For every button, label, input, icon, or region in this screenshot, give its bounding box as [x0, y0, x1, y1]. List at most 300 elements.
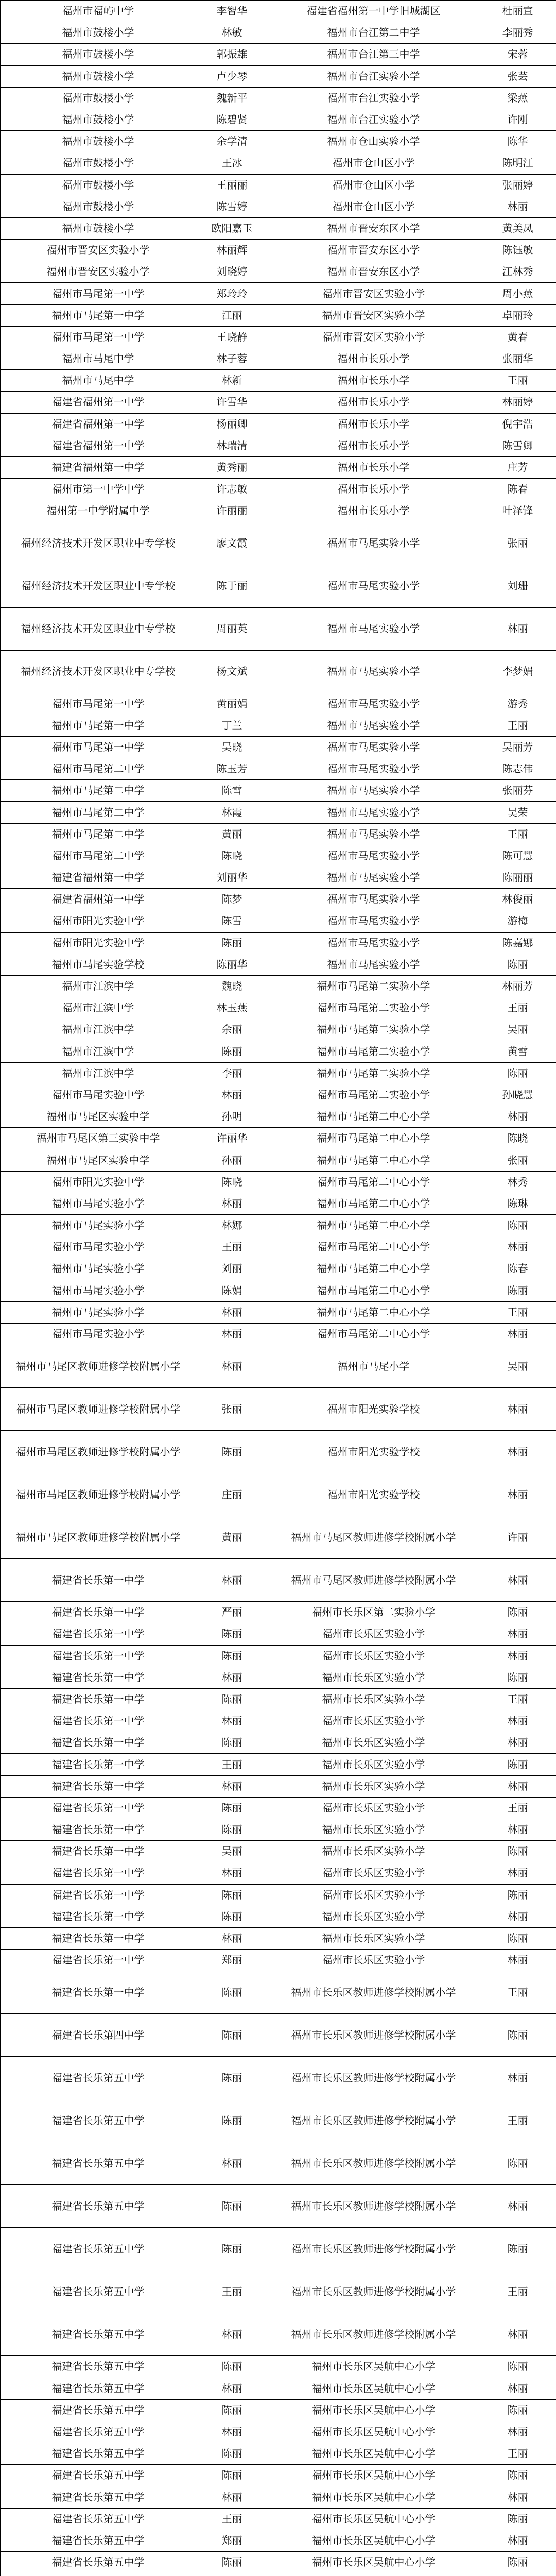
partner-school-name-cell: 福州市长乐区第二实验小学 [268, 1602, 479, 1623]
school-name-cell: 福州市江滨中学 [1, 975, 196, 997]
school-name-cell: 福州市马尾区实验中学 [1, 1106, 196, 1128]
partner-school-name-cell: 福州市马尾实验小学 [268, 650, 479, 693]
school-name-cell: 福州市马尾第二中学 [1, 780, 196, 802]
school-name-cell: 福建省长乐第一中学 [1, 1797, 196, 1819]
teacher-name-cell: 林丽 [196, 1559, 268, 1602]
school-name-cell: 福州市马尾中学 [1, 370, 196, 392]
partner-school-name-cell: 福州市仓山区小学 [268, 152, 479, 174]
school-name-cell: 福州市马尾实验小学 [1, 1301, 196, 1323]
teacher-name-cell: 林丽 [196, 1084, 268, 1106]
partner-school-name-cell: 福州市长乐区吴航中心小学 [268, 2421, 479, 2443]
table-row [1, 44, 556, 65]
table-row [1, 823, 556, 845]
table-row [1, 1950, 556, 1971]
teacher-name-cell: 王丽 [196, 2270, 268, 2313]
teacher-name-cell: 林玉燕 [196, 997, 268, 1019]
partner-teacher-name-cell: 林丽 [479, 2313, 556, 2356]
partner-school-name-cell: 福州市马尾实验小学 [268, 736, 479, 758]
teacher-name-cell: 王丽 [196, 1754, 268, 1775]
partner-teacher-name-cell: 林丽 [479, 1775, 556, 1797]
school-name-cell: 福州市马尾第二中学 [1, 845, 196, 867]
partner-school-name-cell: 福州市长乐区实验小学 [268, 1623, 479, 1645]
partner-school-name-cell: 福州市马尾第二中心小学 [268, 1258, 479, 1280]
table-row [1, 1019, 556, 1041]
partner-school-name-cell: 福州市马尾第二中心小学 [268, 1149, 479, 1171]
partner-school-name-cell: 福州市长乐区实验小学 [268, 1797, 479, 1819]
school-name-cell: 福州经济技术开发区职业中专学校 [1, 522, 196, 565]
partner-school-name-cell: 福州市马尾第二实验小学 [268, 1041, 479, 1062]
table-row [1, 1516, 556, 1559]
partner-school-name-cell: 福州市晋安东区小学 [268, 240, 479, 261]
teacher-name-cell: 林丽 [196, 1193, 268, 1214]
partner-teacher-name-cell: 游秀 [479, 693, 556, 715]
table-row [1, 174, 556, 196]
school-name-cell: 福州市马尾第一中学 [1, 304, 196, 326]
school-name-cell: 福建省福州第一中学 [1, 867, 196, 889]
roster-table-body [1, 1, 556, 2576]
partner-teacher-name-cell: 陈丽 [479, 1062, 556, 1084]
teacher-name-cell: 李丽 [196, 1062, 268, 1084]
partner-teacher-name-cell: 林丽 [479, 1323, 556, 1345]
partner-school-name-cell: 福州市仓山区小学 [268, 174, 479, 196]
partner-school-name-cell: 福州市马尾实验小学 [268, 845, 479, 867]
table-row [1, 1, 556, 22]
table-row [1, 2530, 556, 2551]
school-name-cell: 福建省长乐第五中学 [1, 2270, 196, 2313]
partner-teacher-name-cell: 王丽 [479, 370, 556, 392]
table-row [1, 889, 556, 910]
partner-teacher-name-cell [479, 2573, 556, 2576]
school-name-cell: 福建省长乐第五中学 [1, 2508, 196, 2530]
table-row [1, 392, 556, 413]
teacher-name-cell: 陈碧贤 [196, 109, 268, 130]
school-name-cell: 福州市马尾第一中学 [1, 326, 196, 348]
teacher-name-cell: 欧阳嘉玉 [196, 217, 268, 239]
school-name-cell: 福州市晋安区实验小学 [1, 261, 196, 283]
partner-school-name-cell: 福州市马尾区教师进修学校附属小学 [268, 1516, 479, 1559]
partner-school-name-cell: 福州市马尾实验小学 [268, 715, 479, 736]
partner-teacher-name-cell: 王丽 [479, 2270, 556, 2313]
partner-teacher-name-cell: 林丽 [479, 2378, 556, 2399]
partner-school-name-cell: 福州市马尾第二中心小学 [268, 1280, 479, 1301]
partner-teacher-name-cell: 王丽 [479, 1971, 556, 2014]
school-name-cell: 福州市鼓楼小学 [1, 109, 196, 130]
partner-teacher-name-cell: 许丽 [479, 1516, 556, 1559]
partner-school-name-cell: 福州市马尾第二中心小学 [268, 1301, 479, 1323]
partner-school-name-cell: 福州市马尾第二中心小学 [268, 1193, 479, 1214]
teacher-name-cell: 黄丽 [196, 823, 268, 845]
teacher-name-cell: 林瑞清 [196, 435, 268, 456]
partner-school-name-cell: 福州市马尾第二中心小学 [268, 1215, 479, 1236]
partner-teacher-name-cell: 王丽 [479, 1797, 556, 1819]
table-row [1, 1431, 556, 1473]
partner-teacher-name-cell: 陈丽 [479, 2465, 556, 2486]
partner-teacher-name-cell: 林丽 [479, 2185, 556, 2228]
table-row [1, 1236, 556, 1258]
partner-teacher-name-cell: 陈丽 [479, 1927, 556, 1949]
table-row [1, 152, 556, 174]
teacher-name-cell: 魏新平 [196, 87, 268, 109]
teacher-name-cell: 陈丽华 [196, 954, 268, 975]
partner-teacher-name-cell: 王丽 [479, 2099, 556, 2142]
teacher-name-cell: 孙丽 [196, 1149, 268, 1171]
school-name-cell: 福州市马尾区教师进修学校附属小学 [1, 1431, 196, 1473]
teacher-name-cell: 陈丽 [196, 2014, 268, 2057]
school-name-cell: 福建省长乐第五中学 [1, 2486, 196, 2508]
school-name-cell: 福建省长乐第五中学 [1, 2185, 196, 2228]
partner-school-name-cell: 福州市长乐区实验小学 [268, 1645, 479, 1667]
table-row [1, 2142, 556, 2185]
teacher-name-cell: 刘丽华 [196, 867, 268, 889]
school-name-cell: 福建省长乐第五中学 [1, 2099, 196, 2142]
table-row [1, 2573, 556, 2576]
table-row [1, 2552, 556, 2573]
partner-teacher-name-cell: 林丽 [479, 1106, 556, 1128]
partner-school-name-cell: 福州市长乐区吴航中心小学 [268, 2486, 479, 2508]
partner-teacher-name-cell: 林丽 [479, 607, 556, 650]
teacher-name-cell: 黄丽 [196, 1516, 268, 1559]
teacher-name-cell: 卢少琴 [196, 65, 268, 87]
partner-teacher-name-cell: 叶泽锋 [479, 500, 556, 522]
partner-teacher-name-cell: 杜丽宣 [479, 1, 556, 22]
school-name-cell: 福州市马尾第二中学 [1, 802, 196, 823]
partner-teacher-name-cell: 梁燕 [479, 87, 556, 109]
partner-school-name-cell: 福州市长乐区实验小学 [268, 1819, 479, 1841]
partner-teacher-name-cell: 林丽 [479, 1732, 556, 1754]
partner-teacher-name-cell: 黄春 [479, 326, 556, 348]
table-row [1, 1667, 556, 1688]
school-name-cell: 福州市马尾第一中学 [1, 715, 196, 736]
school-name-cell: 福州第一中学附属中学 [1, 500, 196, 522]
partner-school-name-cell: 福州市长乐区教师进修学校附属小学 [268, 2014, 479, 2057]
table-row [1, 2378, 556, 2399]
partner-school-name-cell: 福建省福州第一中学旧城湖区 [268, 1, 479, 22]
teacher-name-cell: 林娜 [196, 1215, 268, 1236]
partner-teacher-name-cell: 倪宇浩 [479, 413, 556, 435]
table-row [1, 1171, 556, 1193]
table-row [1, 1215, 556, 1236]
school-name-cell: 福州市马尾中学 [1, 348, 196, 370]
partner-school-name-cell: 福州市晋安区实验小学 [268, 283, 479, 304]
school-name-cell: 福建省长乐第五中学 [1, 2465, 196, 2486]
school-name-cell: 福州市马尾实验小学 [1, 1280, 196, 1301]
school-name-cell: 福建省长乐第一中学 [1, 1950, 196, 1971]
partner-teacher-name-cell: 李丽秀 [479, 22, 556, 44]
school-name-cell: 福州市马尾实验小学 [1, 1193, 196, 1214]
teacher-name-cell: 刘丽 [196, 1258, 268, 1280]
partner-teacher-name-cell: 陈丽丽 [479, 867, 556, 889]
school-name-cell: 福建省长乐第一中学 [1, 1602, 196, 1623]
table-row [1, 1258, 556, 1280]
teacher-name-cell: 吴晓 [196, 736, 268, 758]
partner-teacher-name-cell: 陈钰敏 [479, 240, 556, 261]
teacher-name-cell: 陈丽 [196, 1971, 268, 2014]
partner-school-name-cell: 福州市长乐区实验小学 [268, 1667, 479, 1688]
table-row [1, 867, 556, 889]
school-name-cell: 福州市马尾实验小学 [1, 1215, 196, 1236]
table-row [1, 522, 556, 565]
table-row [1, 196, 556, 217]
partner-school-name-cell: 福州市马尾实验小学 [268, 867, 479, 889]
school-name-cell: 福州市马尾区教师进修学校附属小学 [1, 1345, 196, 1388]
school-name-cell: 福州市江滨中学 [1, 997, 196, 1019]
table-row [1, 1775, 556, 1797]
partner-teacher-name-cell: 林丽 [479, 1862, 556, 1884]
teacher-name-cell: 许丽丽 [196, 500, 268, 522]
teacher-name-cell: 杨文斌 [196, 650, 268, 693]
partner-teacher-name-cell: 周小燕 [479, 283, 556, 304]
table-row [1, 1841, 556, 1862]
school-name-cell: 福州市鼓楼小学 [1, 44, 196, 65]
teacher-name-cell: 陈丽 [196, 1688, 268, 1710]
partner-school-name-cell: 福州市长乐区教师进修学校附属小学 [268, 2057, 479, 2099]
teacher-name-cell: 郑丽 [196, 1950, 268, 1971]
school-name-cell: 福州市鼓楼小学 [1, 65, 196, 87]
partner-teacher-name-cell: 王丽 [479, 715, 556, 736]
teacher-name-cell: 陈丽 [196, 2465, 268, 2486]
partner-school-name-cell: 福州市马尾第二实验小学 [268, 975, 479, 997]
partner-teacher-name-cell: 林丽 [479, 1431, 556, 1473]
teacher-name-cell: 陈娟 [196, 1280, 268, 1301]
partner-teacher-name-cell: 孙晓慧 [479, 1084, 556, 1106]
partner-school-name-cell: 福州市长乐小学 [268, 456, 479, 478]
partner-teacher-name-cell: 林秀 [479, 1171, 556, 1193]
table-row [1, 1710, 556, 1732]
partner-school-name-cell: 福州市马尾第二中心小学 [268, 1106, 479, 1128]
partner-teacher-name-cell: 刘珊 [479, 565, 556, 607]
teacher-name-cell: 江丽 [196, 304, 268, 326]
teacher-name-cell: 李智华 [196, 1, 268, 22]
school-name-cell: 福建省长乐第一中学 [1, 1775, 196, 1797]
partner-teacher-name-cell: 林丽 [479, 2421, 556, 2443]
school-name-cell: 福建省长乐第一中学 [1, 1884, 196, 1906]
teacher-name-cell: 王晓静 [196, 326, 268, 348]
partner-school-name-cell: 福州市长乐小学 [268, 392, 479, 413]
teacher-name-cell: 陈丽 [196, 2099, 268, 2142]
partner-school-name-cell: 福州市马尾第二中心小学 [268, 1236, 479, 1258]
table-row [1, 1106, 556, 1128]
teacher-name-cell: 周丽英 [196, 607, 268, 650]
teacher-name-cell: 林丽 [196, 1323, 268, 1345]
school-name-cell: 福州市马尾实验小学 [1, 1236, 196, 1258]
partner-school-name-cell: 福州市马尾实验小学 [268, 780, 479, 802]
partner-school-name-cell: 福州市长乐区吴航中心小学 [268, 2552, 479, 2573]
table-row [1, 65, 556, 87]
table-row [1, 2399, 556, 2421]
table-row [1, 1149, 556, 1171]
table-row [1, 131, 556, 152]
table-row [1, 1084, 556, 1106]
school-name-cell: 福州市马尾第一中学 [1, 736, 196, 758]
school-name-cell: 福州市马尾实验小学 [1, 1323, 196, 1345]
teacher-name-cell: 陈丽 [196, 2552, 268, 2573]
teacher-name-cell: 陈丽 [196, 1732, 268, 1754]
partner-school-name-cell: 福州市仓山区小学 [268, 196, 479, 217]
teacher-name-cell: 林丽 [196, 2378, 268, 2399]
partner-school-name-cell: 福州市马尾实验小学 [268, 758, 479, 780]
partner-teacher-name-cell: 林丽婷 [479, 392, 556, 413]
partner-teacher-name-cell: 吴丽 [479, 1345, 556, 1388]
partner-teacher-name-cell: 张丽婷 [479, 174, 556, 196]
school-name-cell: 福州市江滨中学 [1, 1041, 196, 1062]
partner-school-name-cell: 福州市长乐区吴航中心小学 [268, 2399, 479, 2421]
partner-school-name-cell: 福州市长乐区教师进修学校附属小学 [268, 2099, 479, 2142]
partner-school-name-cell: 福州市马尾小学 [268, 1345, 479, 1388]
teacher-name-cell: 严丽 [196, 1602, 268, 1623]
partner-teacher-name-cell: 张丽华 [479, 348, 556, 370]
school-name-cell: 福建省长乐第五中学 [1, 2228, 196, 2270]
table-row [1, 932, 556, 954]
partner-teacher-name-cell: 张丽芬 [479, 780, 556, 802]
teacher-name-cell: 黄丽娟 [196, 693, 268, 715]
partner-school-name-cell: 福州市马尾第二实验小学 [268, 997, 479, 1019]
table-row [1, 780, 556, 802]
table-row [1, 217, 556, 239]
table-row [1, 2313, 556, 2356]
partner-school-name-cell: 福州市晋安东区小学 [268, 217, 479, 239]
partner-teacher-name-cell: 陈丽 [479, 1884, 556, 1906]
table-row [1, 607, 556, 650]
table-row [1, 997, 556, 1019]
table-row [1, 1884, 556, 1906]
partner-school-name-cell: 福州市马尾实验小学 [268, 522, 479, 565]
partner-school-name-cell: 福州市长乐区吴航中心小学 [268, 2378, 479, 2399]
teacher-name-cell: 陈于丽 [196, 565, 268, 607]
teacher-name-cell: 陈雪 [196, 780, 268, 802]
school-name-cell: 福建省长乐第五中学 [1, 2057, 196, 2099]
school-name-cell: 福州市鼓楼小学 [1, 131, 196, 152]
teacher-name-cell: 张丽 [196, 1388, 268, 1431]
teacher-name-cell: 林敏 [196, 22, 268, 44]
table-row [1, 283, 556, 304]
partner-teacher-name-cell: 林丽 [479, 1819, 556, 1841]
school-name-cell: 福建省长乐第一中学 [1, 1819, 196, 1841]
school-name-cell: 福州经济技术开发区职业中专学校 [1, 650, 196, 693]
partner-teacher-name-cell: 陈丽 [479, 1667, 556, 1688]
school-name-cell: 福州经济技术开发区职业中专学校 [1, 565, 196, 607]
school-name-cell: 福州市鼓楼小学 [1, 87, 196, 109]
partner-school-name-cell: 福州市长乐小学 [268, 479, 479, 500]
partner-school-name-cell: 福州市长乐区实验小学 [268, 1688, 479, 1710]
partner-school-name-cell: 福州市长乐区实验小学 [268, 1710, 479, 1732]
partner-teacher-name-cell: 吴丽 [479, 1019, 556, 1041]
partner-school-name-cell: 福州市长乐小学 [268, 413, 479, 435]
partner-teacher-name-cell: 陈雪卿 [479, 435, 556, 456]
school-name-cell: 福州市鼓楼小学 [1, 22, 196, 44]
partner-teacher-name-cell: 张丽 [479, 1149, 556, 1171]
partner-teacher-name-cell: 王丽 [479, 1301, 556, 1323]
teacher-name-cell: 许丽华 [196, 1128, 268, 1149]
partner-teacher-name-cell: 陈丽 [479, 2552, 556, 2573]
partner-teacher-name-cell: 陈可慧 [479, 845, 556, 867]
partner-teacher-name-cell: 陈丽 [479, 1602, 556, 1623]
partner-teacher-name-cell: 陈丽 [479, 2508, 556, 2530]
teacher-name-cell: 林丽 [196, 1301, 268, 1323]
teacher-name-cell: 陈丽 [196, 1906, 268, 1927]
partner-school-name-cell: 福州市长乐区教师进修学校附属小学 [268, 2185, 479, 2228]
partner-school-name-cell: 福州市长乐小学 [268, 500, 479, 522]
table-row [1, 479, 556, 500]
partner-teacher-name-cell: 吴丽芳 [479, 736, 556, 758]
table-row [1, 1862, 556, 1884]
teacher-name-cell: 郑丽 [196, 2530, 268, 2551]
partner-school-name-cell: 福州市长乐区实验小学 [268, 1906, 479, 1927]
school-name-cell: 福建省福州第一中学 [1, 456, 196, 478]
teacher-name-cell [196, 2573, 268, 2576]
teacher-name-cell: 王丽 [196, 2508, 268, 2530]
partner-school-name-cell: 福州市马尾区教师进修学校附属小学 [268, 1559, 479, 1602]
table-row [1, 910, 556, 932]
partner-school-name-cell: 福州市马尾实验小学 [268, 932, 479, 954]
partner-teacher-name-cell: 陈丽 [479, 2014, 556, 2057]
partner-school-name-cell: 福州市长乐区实验小学 [268, 1754, 479, 1775]
table-row [1, 1971, 556, 2014]
school-name-cell: 福建省长乐第一中学 [1, 1906, 196, 1927]
partner-teacher-name-cell: 陈嘉娜 [479, 932, 556, 954]
table-row [1, 1688, 556, 1710]
school-name-cell: 福建省长乐第五中学 [1, 2378, 196, 2399]
teacher-name-cell: 陈晓 [196, 845, 268, 867]
partner-school-name-cell: 福州市长乐区实验小学 [268, 1775, 479, 1797]
partner-teacher-name-cell: 林丽芳 [479, 975, 556, 997]
table-row [1, 802, 556, 823]
teacher-name-cell: 陈丽 [196, 1431, 268, 1473]
partner-teacher-name-cell: 林丽 [479, 1559, 556, 1602]
partner-teacher-name-cell: 陈丽 [479, 2142, 556, 2185]
partner-teacher-name-cell: 林丽 [479, 1950, 556, 1971]
table-row [1, 2057, 556, 2099]
partner-school-name-cell: 福州市台江实验小学 [268, 65, 479, 87]
partner-school-name-cell: 福州市晋安东区小学 [268, 261, 479, 283]
teacher-name-cell: 魏晓 [196, 975, 268, 997]
partner-school-name-cell: 福州市马尾实验小学 [268, 910, 479, 932]
teacher-name-cell: 陈丽 [196, 1623, 268, 1645]
table-row [1, 2185, 556, 2228]
partner-school-name-cell: 福州市马尾实验小学 [268, 802, 479, 823]
partner-teacher-name-cell: 陈丽 [479, 1754, 556, 1775]
partner-teacher-name-cell: 林丽 [479, 196, 556, 217]
table-row [1, 22, 556, 44]
partner-school-name-cell: 福州市马尾实验小学 [268, 607, 479, 650]
partner-teacher-name-cell: 陈丽 [479, 2356, 556, 2378]
partner-school-name-cell: 福州市长乐区实验小学 [268, 1841, 479, 1862]
school-name-cell: 福州市鼓楼小学 [1, 174, 196, 196]
partner-school-name-cell: 福州市长乐小学 [268, 370, 479, 392]
school-name-cell: 福州市马尾第一中学 [1, 283, 196, 304]
partner-school-name-cell: 福州市马尾实验小学 [268, 954, 479, 975]
school-name-cell: 福州市阳光实验中学 [1, 1171, 196, 1193]
table-row [1, 2356, 556, 2378]
teacher-name-cell: 林丽 [196, 2486, 268, 2508]
table-row [1, 2228, 556, 2270]
partner-school-name-cell: 福州市马尾第二中心小学 [268, 1323, 479, 1345]
partner-school-name-cell: 福州市台江第二中学 [268, 22, 479, 44]
partner-school-name-cell: 福州市晋安区实验小学 [268, 326, 479, 348]
school-name-cell: 福州市福屿中学 [1, 1, 196, 22]
partner-teacher-name-cell: 卓丽玲 [479, 304, 556, 326]
teacher-name-cell: 林丽 [196, 2313, 268, 2356]
table-row [1, 1193, 556, 1214]
school-name-cell: 福州市马尾区教师进修学校附属小学 [1, 1516, 196, 1559]
partner-teacher-name-cell: 陈春 [479, 479, 556, 500]
partner-teacher-name-cell: 许刚 [479, 109, 556, 130]
school-name-cell: 福州市阳光实验中学 [1, 910, 196, 932]
teacher-name-cell: 王丽 [196, 1236, 268, 1258]
teacher-name-cell: 陈丽 [196, 1884, 268, 1906]
partner-teacher-name-cell: 林丽 [479, 1623, 556, 1645]
school-name-cell: 福建省长乐第五中学 [1, 2356, 196, 2378]
teacher-name-cell: 林丽 [196, 1710, 268, 1732]
